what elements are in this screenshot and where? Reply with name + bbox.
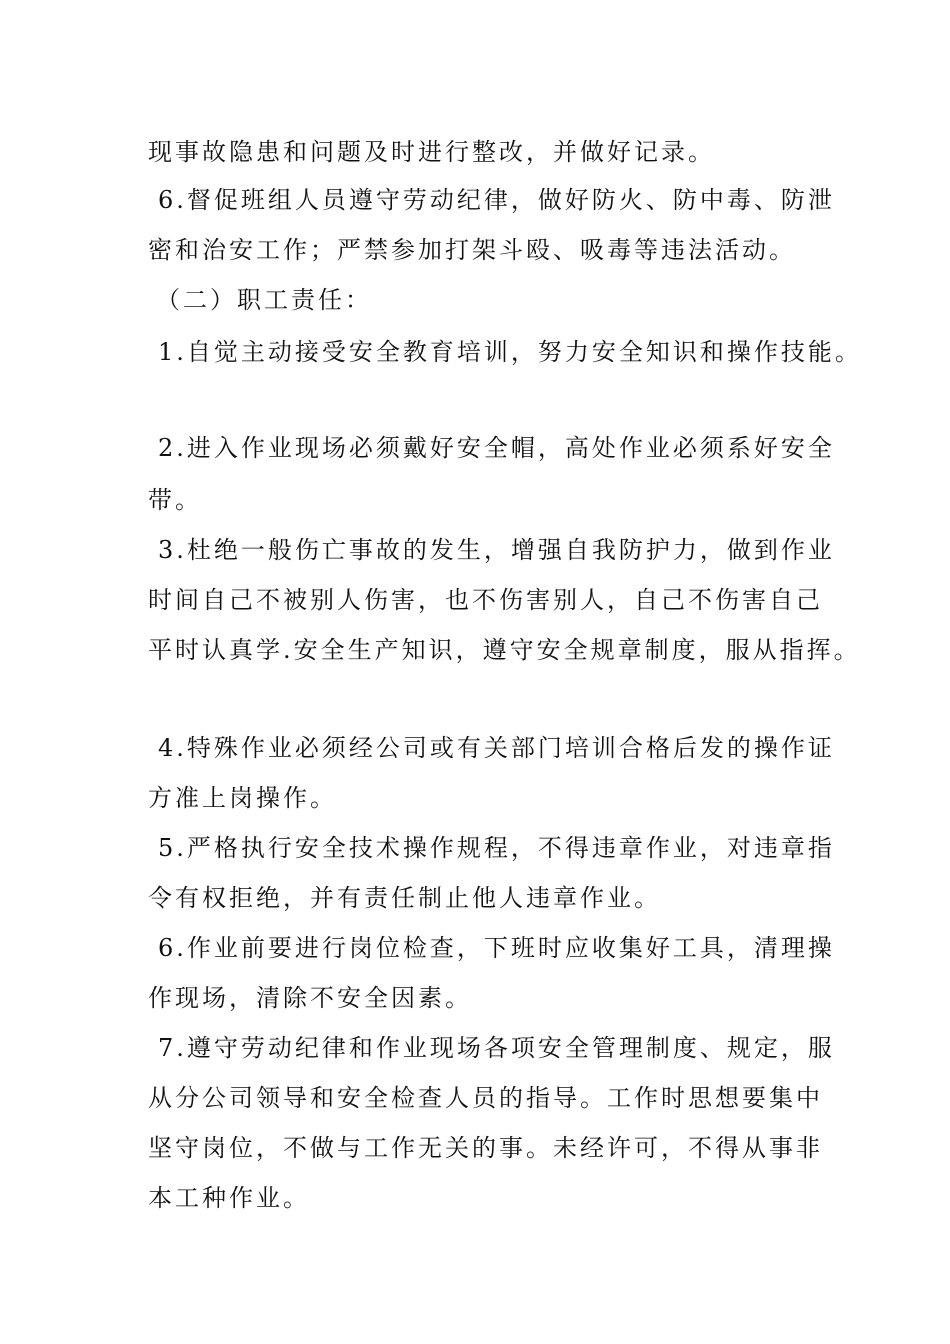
section-heading: （二）职工责任： xyxy=(156,286,372,314)
text-line: 本工种作业。 xyxy=(148,1184,310,1212)
text-line: 2.进入作业现场必须戴好安全帽，高处作业必须系好安全 xyxy=(158,434,835,462)
text-line: 6.作业前要进行岗位检查，下班时应收集好工具，清理操 xyxy=(158,934,835,962)
text-line: 令有权拒绝，并有责任制止他人违章作业。 xyxy=(148,884,661,912)
text-line: 时间自己不被别人伤害，也不伤害别人，自己不伤害自己 xyxy=(148,586,823,614)
text-line: 平时认真学.安全生产知识，遵守安全规章制度，服从指挥。 xyxy=(148,636,861,664)
text-line: 现事故隐患和问题及时进行整改，并做好记录。 xyxy=(148,138,715,166)
text-line: 7.遵守劳动纪律和作业现场各项安全管理制度、规定，服 xyxy=(158,1034,835,1062)
text-line: 从分公司领导和安全检查人员的指导。工作时思想要集中 xyxy=(148,1084,823,1112)
text-line: 4.特殊作业必须经公司或有关部门培训合格后发的操作证 xyxy=(158,734,835,762)
text-line: 方准上岗操作。 xyxy=(148,784,337,812)
text-line: 带。 xyxy=(148,486,202,514)
text-line: 3.杜绝一般伤亡事故的发生，增强自我防护力，做到作业 xyxy=(158,536,835,564)
text-line: 密和治安工作；严禁参加打架斗殴、吸毒等违法活动。 xyxy=(148,236,796,264)
text-line: 坚守岗位，不做与工作无关的事。未经许可，不得从事非 xyxy=(148,1134,823,1162)
text-line: 5.严格执行安全技术操作规程，不得违章作业，对违章指 xyxy=(158,834,835,862)
text-line: 1.自觉主动接受安全教育培训，努力安全知识和操作技能。 xyxy=(158,338,862,366)
text-line: 6.督促班组人员遵守劳动纪律，做好防火、防中毒、防泄 xyxy=(158,186,835,214)
text-line: 作现场，清除不安全因素。 xyxy=(148,984,472,1012)
